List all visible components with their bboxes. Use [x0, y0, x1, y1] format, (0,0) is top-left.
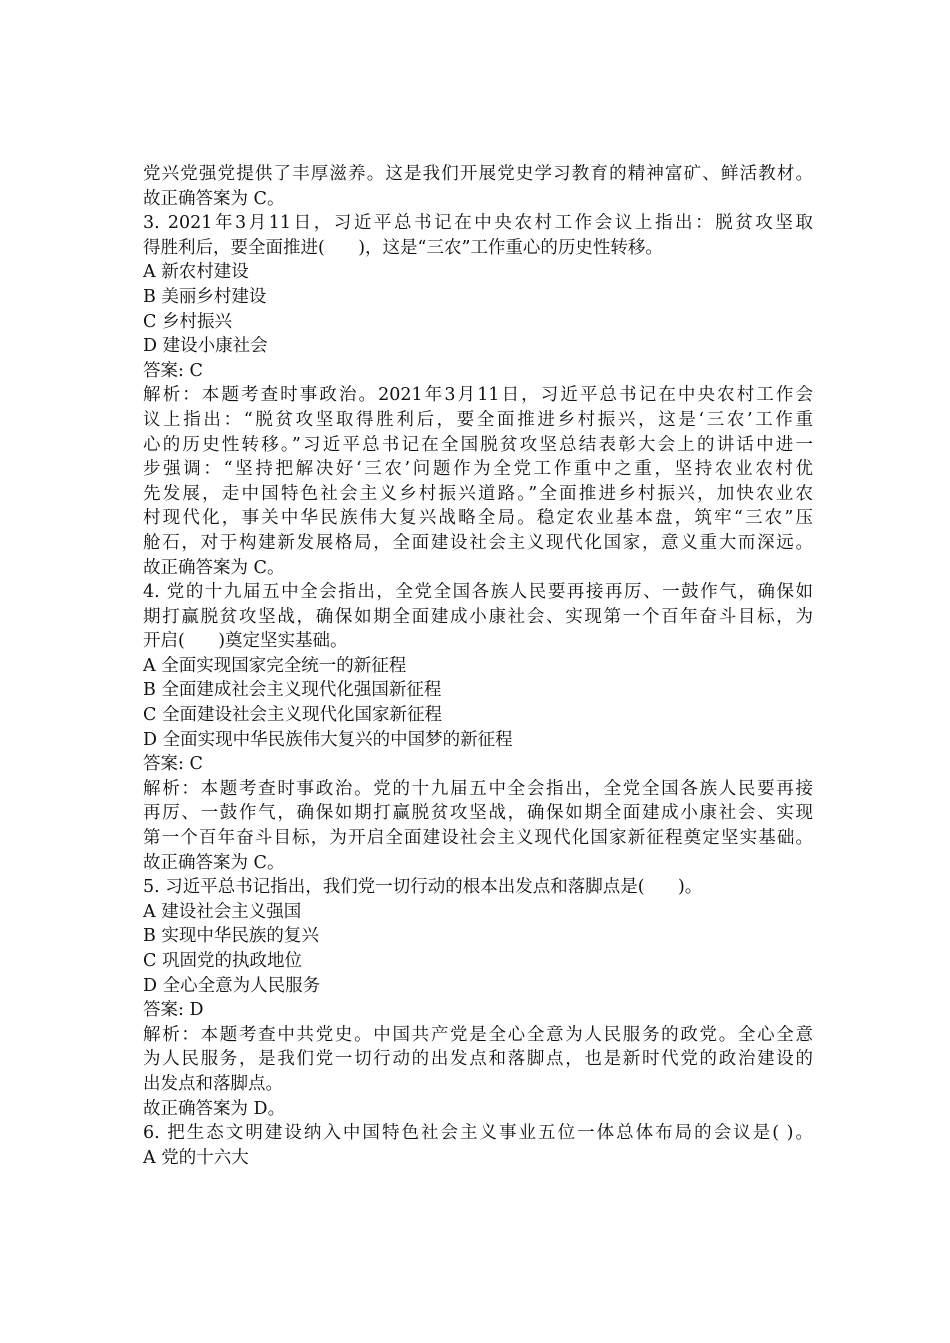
text-line: B 美丽乡村建设 — [143, 286, 267, 307]
text-line: 为人民服务，是我们党一切行动的出发点和落脚点，也是新时代党的政治建设的 — [143, 1049, 813, 1070]
text-line: 5. 习近平总书记指出，我们党一切行动的根本出发点和落脚点是( )。 — [143, 877, 703, 898]
text-line: 舱石，对于构建新发展格局，全面建设社会主义现代化国家，意义重大而深远。 — [143, 532, 813, 553]
text-line: D 建设小康社会 — [143, 336, 268, 357]
text-line: 期打赢脱贫攻坚战，确保如期全面建成小康社会、实现第一个百年奋斗目标，为 — [143, 606, 813, 627]
text-line: A 建设社会主义强国 — [143, 901, 302, 922]
text-line: 答案: C — [143, 360, 203, 381]
text-line: 第一个百年奋斗目标，为开启全面建设社会主义现代化国家新征程奠定坚实基础。 — [143, 828, 813, 849]
text-line: B 实现中华民族的复兴 — [143, 926, 319, 947]
text-line: C 乡村振兴 — [143, 311, 232, 332]
text-line: 3. 2021年3月11日，习近平总书记在中央农村工作会议上指出：脱贫攻坚取 — [143, 213, 813, 234]
text-line: A 党的十六大 — [143, 1147, 249, 1168]
text-line: 答案: C — [143, 754, 203, 775]
text-line: C 全面建设社会主义现代化国家新征程 — [143, 705, 442, 726]
text-line: 党兴党强党提供了丰厚滋养。这是我们开展党史学习教育的精神富矿、鲜活教材。 — [143, 164, 813, 184]
text-line: 心的历史性转移。”习近平总书记在全国脱贫攻坚总结表彰大会上的讲话中进一 — [143, 434, 813, 455]
text-line: 6. 把生态文明建设纳入中国特色社会主义事业五位一体总体布局的会议是( )。 — [143, 1123, 813, 1144]
text-line: 出发点和落脚点。 — [143, 1073, 283, 1094]
text-line: D 全面实现中华民族伟大复兴的中国梦的新征程 — [143, 729, 513, 750]
text-line: A 新农村建设 — [143, 262, 249, 283]
text-line: 解析：本题考查中共党史。中国共产党是全心全意为人民服务的政党。全心全意 — [143, 1024, 813, 1045]
document-body — [143, 162, 813, 1170]
text-line: C 巩固党的执政地位 — [143, 951, 302, 971]
text-line: 得胜利后，要全面推进( )，这是“三农”工作重心的历史性转移。 — [143, 237, 663, 258]
text-line: B 全面建成社会主义现代化强国新征程 — [143, 680, 442, 701]
text-line: 故正确答案为 C。 — [143, 852, 285, 873]
text-line: 解析：本题考查时事政治。2021年3月11日，习近平总书记在中央农村工作会 — [143, 385, 813, 406]
text-line: 开启( )奠定坚实基础。 — [143, 631, 348, 652]
text-line: D 全心全意为人民服务 — [143, 975, 321, 996]
text-line: 故正确答案为 C。 — [143, 557, 285, 578]
text-line: 先发展，走中国特色社会主义乡村振兴道路。”全面推进乡村振兴，加快农业农 — [143, 483, 813, 504]
text-line: 解析：本题考查时事政治。党的十九届五中全会指出，全党全国各族人民要再接 — [143, 778, 813, 799]
text-line: 议上指出：“脱贫攻坚取得胜利后，要全面推进乡村振兴，这是‘三农’工作重 — [143, 409, 813, 430]
text-line: 步强调：“坚持把解决好‘三农’问题作为全党工作重中之重，坚持农业农村优 — [143, 459, 813, 480]
text-line: 答案: D — [143, 1000, 204, 1021]
text-line: A 全面实现国家完全统一的新征程 — [143, 655, 407, 676]
text-line: 故正确答案为 C。 — [143, 188, 285, 209]
text-line: 故正确答案为 D。 — [143, 1098, 286, 1119]
text-line: 再厉、一鼓作气，确保如期打赢脱贫攻坚战，确保如期全面建成小康社会、实现 — [143, 803, 813, 824]
text-line: 4. 党的十九届五中全会指出，全党全国各族人民要再接再厉、一鼓作气，确保如 — [143, 582, 813, 603]
text-line: 村现代化，事关中华民族伟大复兴战略全局。稳定农业基本盘，筑牢“三农”压 — [143, 508, 813, 529]
